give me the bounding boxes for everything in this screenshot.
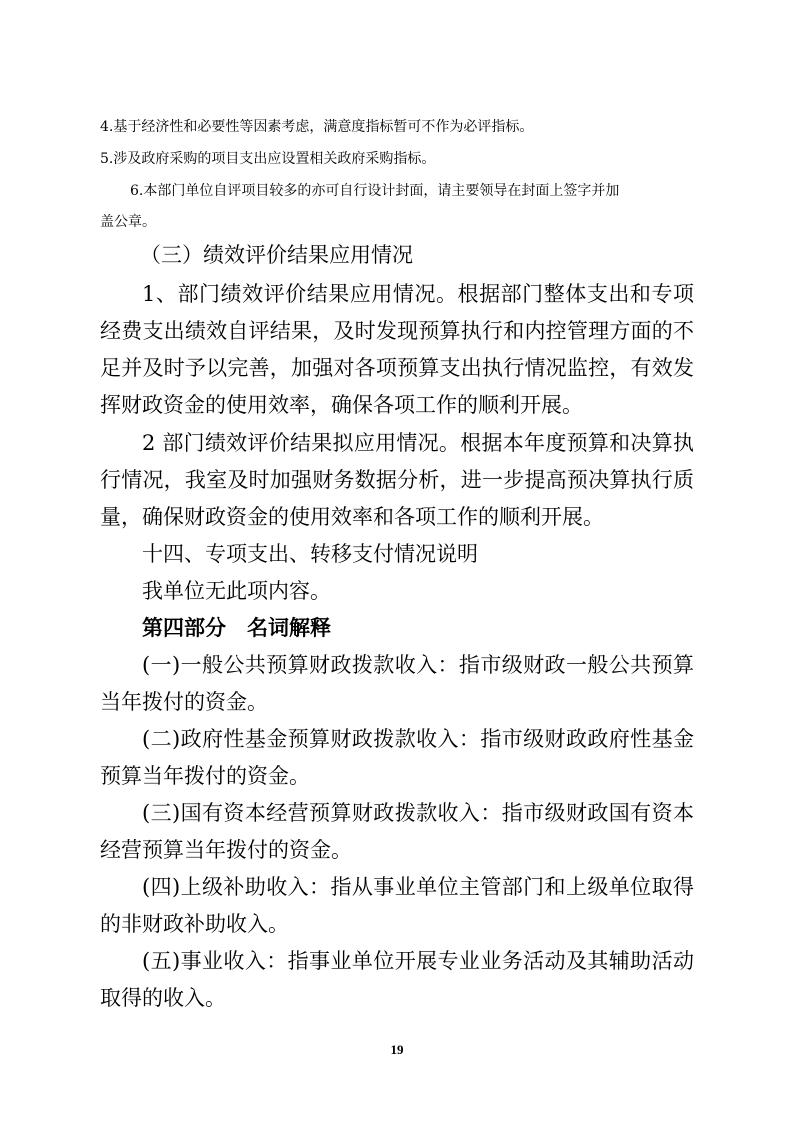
- paragraph-line: 2 部门绩效评价结果拟应用情况。根据本年度预算和决算执: [142, 431, 694, 455]
- paragraph-line: 经费支出绩效自评结果，及时发现预算执行和内控管理方面的不: [100, 319, 694, 343]
- paragraph-line: 1、部门绩效评价结果应用情况。根据部门整体支出和专项: [142, 282, 694, 306]
- term-line: (二)政府性基金预算财政拨款收入：指市级财政政府性基金: [142, 727, 694, 751]
- paragraph-line: 足并及时予以完善，加强对各项预算支出执行情况监控，有效发: [100, 356, 694, 380]
- note-5: 5.涉及政府采购的项目支出应设置相关政府采购指标。: [100, 151, 436, 167]
- term-line: (一)一般公共预算财政拨款收入：指市级财政一般公共预算: [142, 653, 694, 677]
- term-line: 预算当年拨付的资金。: [100, 764, 310, 788]
- term-line: (四)上级补助收入：指从事业单位主管部门和上级单位取得: [142, 875, 694, 899]
- section-heading-14: 十四、专项支出、转移支付情况说明: [142, 542, 478, 566]
- section-heading-3: （三）绩效评价结果应用情况: [140, 243, 413, 267]
- note-6-cont: 盖公章。: [100, 214, 156, 230]
- page-number: 19: [390, 1042, 404, 1057]
- term-line: 经营预算当年拨付的资金。: [100, 838, 352, 862]
- paragraph-line: 量，确保财政资金的使用效率和各项工作的顺利开展。: [100, 505, 604, 529]
- note-4: 4.基于经济性和必要性等因素考虑，满意度指标暂可不作为必评指标。: [100, 119, 534, 135]
- term-line: (三)国有资本经营预算财政拨款收入：指市级财政国有资本: [142, 801, 694, 825]
- paragraph-line: 挥财政资金的使用效率，确保各项工作的顺利开展。: [100, 393, 583, 417]
- term-line: 的非财政补助收入。: [100, 912, 289, 936]
- part-4-heading: 第四部分 名词解释: [142, 615, 331, 640]
- term-line: 取得的收入。: [100, 986, 226, 1010]
- term-line: 当年拨付的资金。: [100, 690, 268, 714]
- section-14-body: 我单位无此项内容。: [142, 579, 331, 603]
- note-6: 6.本部门单位自评项目较多的亦可自行设计封面，请主要领导在封面上签字并加: [130, 183, 620, 199]
- paragraph-line: 行情况，我室及时加强财务数据分析，进一步提高预决算执行质: [100, 468, 694, 492]
- term-line: (五)事业收入：指事业单位开展专业业务活动及其辅助活动: [142, 949, 694, 973]
